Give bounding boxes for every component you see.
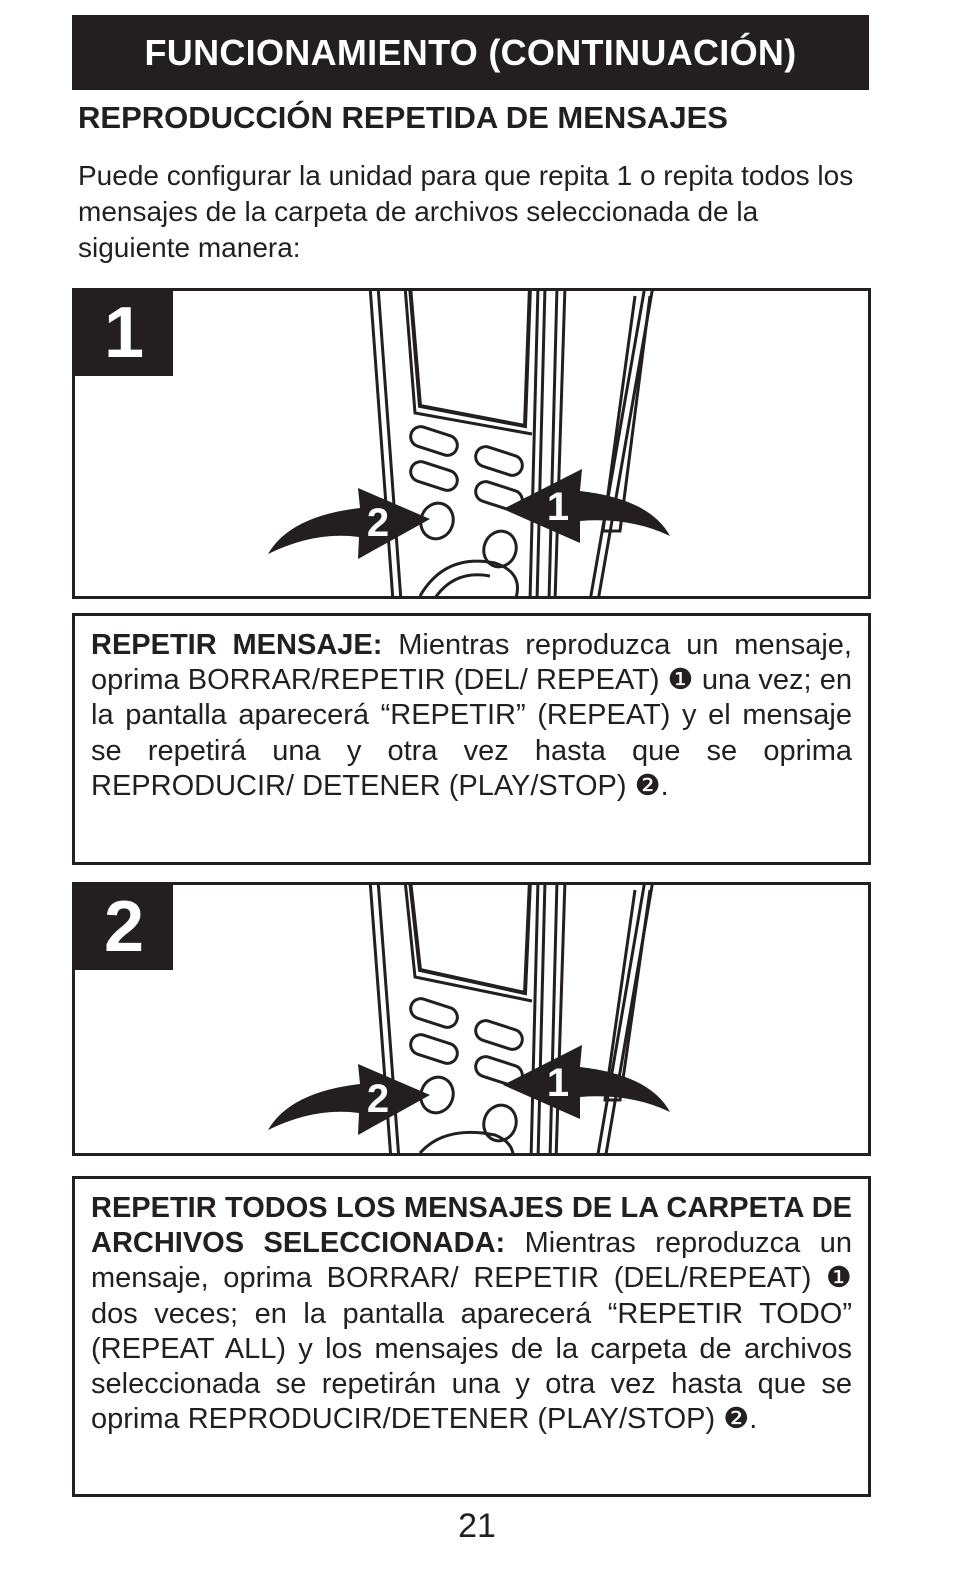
page-number: 21 <box>458 1507 496 1545</box>
button-1-marker: ❶ <box>826 1262 852 1295</box>
step-2-text-c: . <box>749 1403 758 1436</box>
step-1-text-c: . <box>660 769 669 802</box>
step-1-instructions <box>72 613 871 865</box>
section-title: REPRODUCCIÓN REPETIDA DE MENSAJES <box>78 100 728 135</box>
button-1-marker: ❶ <box>667 664 694 697</box>
arrow-label-2: 2 <box>366 501 390 545</box>
step-1-text-a: Mientras reproduzca un mensaje, oprima BORRAR/REPETIR (DEL/ REPEAT) <box>91 629 852 697</box>
step-2-instructions <box>72 1176 871 1497</box>
step-1-badge: 1 <box>75 291 173 376</box>
section-header: FUNCIONAMIENTO (CONTINUACIÓN) <box>72 15 869 90</box>
intro-paragraph: Puede configurar la unidad para que repita 1 o repita todos los mensajes de la carpeta de archivos seleccionada de la siguiente manera: <box>78 160 854 263</box>
device-drawing-2 <box>75 885 868 1153</box>
arrow-label-1: 1 <box>546 1061 570 1105</box>
step-2-illustration <box>72 882 871 1156</box>
step-1-text-b: una vez; en la pantalla aparecerá “REPETIR” (REPEAT) y el mensaje se repetirá una y otra vez hasta que se oprima REPRODUCIR/ DETENER (PLAY/STOP) <box>91 664 852 802</box>
step-1-heading: REPETIR MENSAJE: <box>91 629 383 661</box>
button-2-marker: ❷ <box>723 1403 750 1436</box>
arrow-label-1: 1 <box>546 485 570 529</box>
step-2-heading: REPETIR TODOS LOS MENSAJES DE LA CARPETA DE ARCHIVOS SELECCIONADA: <box>91 1192 852 1260</box>
arrow-label-2: 2 <box>366 1077 390 1121</box>
device-drawing-1 <box>75 291 868 596</box>
step-1-illustration <box>72 288 871 599</box>
step-2-text-a: Mientras reproduzca un mensaje, oprima BORRAR/ REPETIR (DEL/REPEAT) <box>91 1227 852 1295</box>
step-2-text-b: dos veces; en la pantalla aparecerá “REPETIR TODO” (REPEAT ALL) y los mensajes de la carpeta de archivos seleccionada se repetirán una y otra vez hasta que se oprima REPRODUCIR/DETENER (PLAY/STOP) <box>91 1297 852 1436</box>
step-2-badge: 2 <box>75 885 173 970</box>
button-2-marker: ❷ <box>634 769 661 802</box>
